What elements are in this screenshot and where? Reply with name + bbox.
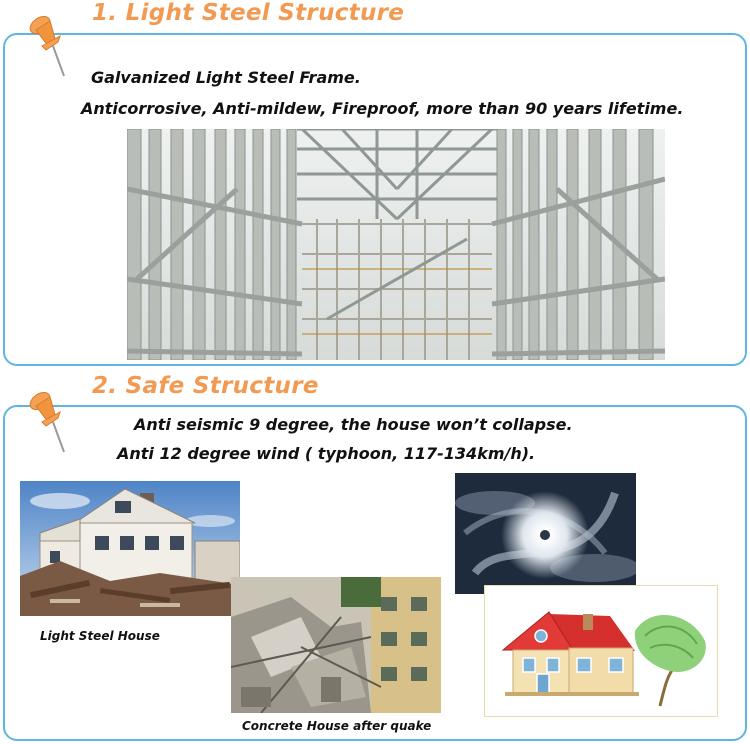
pushpin-icon — [26, 12, 66, 82]
wind-resistant-house-illustration — [484, 585, 718, 717]
feature-line: Anti seismic 9 degree, the house won’t collapse. — [134, 415, 573, 434]
section-heading: 2. Safe Structure — [92, 373, 319, 399]
caption-light-steel-house: Light Steel House — [40, 629, 160, 643]
concrete-house-rubble-photo — [231, 577, 441, 713]
typhoon-satellite-photo — [455, 473, 636, 594]
feature-line: Galvanized Light Steel Frame. — [91, 68, 361, 87]
feature-line: Anticorrosive, Anti-mildew, Fireproof, more than 90 years lifetime. — [81, 99, 684, 118]
pushpin-icon — [26, 388, 66, 458]
light-steel-house-photo — [20, 481, 240, 616]
caption-concrete-house: Concrete House after quake — [242, 719, 432, 733]
feature-line: Anti 12 degree wind ( typhoon, 117-134km/h). — [117, 444, 536, 463]
steel-frame-photo — [127, 129, 665, 360]
section-heading: 1. Light Steel Structure — [92, 0, 405, 26]
